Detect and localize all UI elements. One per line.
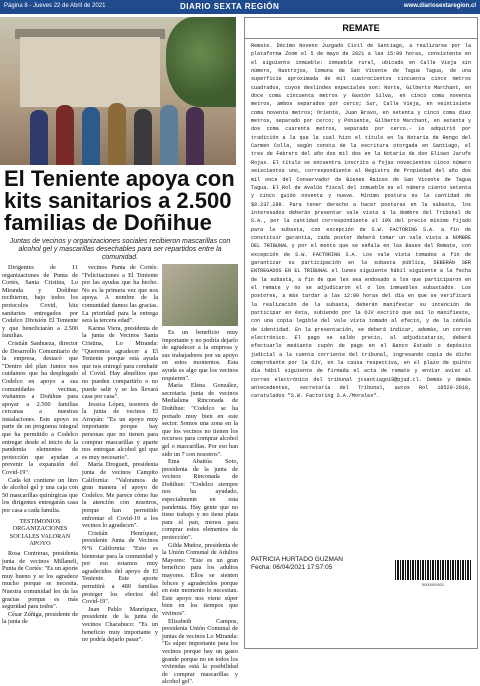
- paragraph: Elizabeth Campos, presidenta Unión Comunal de juntas de vecinos Lo Miranda: "Es súper importante para los vecinos porque hay un gasto grande porque no en todos los viviendas está la posibilidad de comprar mascarillas y alcohol gel".: [162, 617, 238, 686]
- page-header: [0, 0, 480, 14]
- paragraph: Cada kit contiene un litro de alcohol gel y una caja con 50 mascarillas quirúrgicas que los dirigentes entregarán casa por casa a cada familia.: [2, 476, 78, 514]
- paragraph: María Elena González, secretaria junta de vecinos Medialuna Rinconada de Doñihue: "Codelco se ha portado muy bien en este sector. Somos una zona en la que los vecinos no tienen los recursos para comprar alcohol gel o mascarillas. Por eso han sido un 7 con nosotros".: [162, 382, 238, 458]
- paragraph: vecinos Punta de Cortés: "Felicitaciones a El Teniente por las ayudas que ha hecho. No es la primera vez que nos apoya. A nombre de la comunidad damos las gracias. La prioridad para la entrega será la tercera edad".: [82, 264, 158, 325]
- remate-title: REMATE: [245, 18, 477, 39]
- barcode-image: [395, 560, 471, 580]
- paragraph: Juan Pablo Manríquez, presidente de la junta de vecinos Chacabuco: "Es un beneficio muy importante y no podría dejarlo pasar".: [82, 605, 158, 644]
- article-column-2: [82, 264, 158, 666]
- paragraph: Cristián Sanhueza, director de Desarrollo Comunitario de la empresa, destacó que "Dentro del plan Juntos nos cuidamos que ha desplegado Codelco en apoyo a sus comunidades vecinas, visitamos a Doñihue para apoyar a 2.500 familias cercanas a nuestras instalaciones. Este apoyo es parte de un programa integral que ha permitido a Codelco entregar desde el inicio de la pandemia elementos de protección que ayudan a prevenir la expansión del Covid-19".: [2, 339, 78, 477]
- paragraph: Jessica López, tesorera de la junta de vecinos El Arrayán: "Es un apoyo muy importante porque hay personas que no tienen para comprar mascarillas y aparte nos entregan alcohol gel que es muy necesario".: [82, 400, 158, 461]
- paragraph: María Droguett, presidenta junta de vecinos Campito California: "Valoramos de gran manera el apoyo de Codelco. Me parece cómo fue la atención con nosotros, porque han permitido enfrentar el Covid-19 a los vecinos lo agradecen".: [82, 461, 158, 530]
- column-photo: [162, 264, 238, 326]
- website-link[interactable]: www.diariosextaregion.cl: [403, 3, 476, 9]
- paragraph: Cristián Henríquez, presidente Junta de Vecinos N°6 California: "Esto es bienestar para la comunidad y por eso estamos muy agradecidos del apoyo de El Teniente. Este aporte permitirá a 480 familias proteger los efectos del Covid-19".: [82, 529, 158, 606]
- page-info: Página 8 - Jueves 22 de Abril de 2021: [4, 3, 106, 9]
- remate-notice: [244, 17, 478, 649]
- remate-body: Remate. Décimo Noveno Juzgado Civil de Santiago, a realizarse por la plataforma Zoom el 5 de mayo de 2021 a las 15:00 horas, consistente en el siguiente inmueble: inmueble rural, ubicado en Calle Vieja sin número, Rastrojos, Comuna de San Vicente de Tagua Tagua, de una superficie aproximada de mil cuatrocientos cincuenta cinco metros cuadrados, cuyos deslindes especiales son: Norte, Gilberto Marchant, en doce coma cincuenta metros y Gastón Silva, en cinco coma noventa metros, ambos separados por cerco; Sur, Calle Vieja, en veintisiete coma noventa metros; Oriente, Juan Bravo, en setenta y cinco coma diez metros, separado por cerco; y Poniente, Gilberto Marchant, en setenta y dos coma cuarenta metros, separado por cerco.- Lo adquirió por tradición a la que la cual hizo el título en la Notaría de Rengo del Carmen Colla, según consta de la escritura otorgada en Santiago, el tres de Febrero del año dos mil dos en la Notaría de don Eliseo Jarufe Rojas. El título se encuentra inscrito a fojas novecientos cinco número seiscientos uno, correspondiente al Registro de Propiedad del año dos mil once del Conservador de Bienes Raíces de San Vicente de Tagua Tagua. El Rol de Avalúo fiscal del inmueble es el número ciento setenta y cinco guión noventa y nueve. Mínimo postura es la cantidad de $9.237.289. Para tener derecho a hacer posturas en la subasta, los interesados deberán presentar vale vista a la Nombre del Tribunal de S.A., por la cantidad correspondiente al 10% del precio mínimo fijado para la subasta, con excepción de S.W. FACTORING S.A. a fin de constituir garantía, cada postor deberá tomar un vale vista a NOMBRE DEL TRIBUNAL y por el monto que se señala en las Bases del Remate, con excepción de S.W. FACTORING S.A. Los vale vista tomados a fin de garantizar su participación en la subasta pública, DEBERÁN SER ENTREGADOS EN EL TRIBUNAL el lunes siguiente hábil siguiente a la fecha de la subasta, a fin de que les sea endosado a los que participaron en el remate y no se adjudicaron el o los inmuebles subastados. Los postores, a más tardar a las 12:00 horas del día en que se verificará la realización de la subasta, deberán manifestar su intención de participar en ésta, subiendo por la OJV escrito que así lo manifieste, con una copia legible del vale vista tomado al efecto, y de la cédula de identidad. En la presentación, se deberá indicar, además, un correo electrónico. El pago se saldo precio, al adjudicatario, deberá efectuarlo mediante cupón de pago en el Banco Estado o depósito judicial a la cuenta corriente del tribunal, ingresando copia de dicho comprobante por la OJV, en la causa respectiva, en el plazo de quinto día hábil siguiente de firmada el acta de remate y enviar aviso al correo electrónico del tribunal jcsantiago19@pjud.cl. Demás y demás antecedentes, secretaría del Tribunal, autos Rol 18520-2018, caratulados "S.W. Factoring S.A./Morales".: [251, 43, 471, 400]
- paragraph: Gilda Muñoz, presidenta de la Unión Comunal de Adultos Mayores: "Este es un gran beneficio para los adultos mayores. Ellos se sienten felices y agradecidos porque en este momento lo necesitan. Este apoyo nos viene súper bien en los tiempos que vivimos".: [162, 541, 238, 617]
- article-column-1: [2, 264, 78, 666]
- signature-date: Fecha: 06/04/2021 17:57:05: [251, 564, 333, 571]
- paragraph: Ema Abaitúa Soto, presidenta de la junta de vecinos Rinconada de Doñihue: "Codelco siempre nos ha ayudado, especialmente en esta pandemia. Hay gente que no tiene trabajo y no tiene plata para el pan, menos para comprar estos elementos de protección".: [162, 458, 238, 542]
- article-column-3: [162, 264, 238, 686]
- paragraph: Dirigentes de 11 organizaciones de Punta de Cortés, Santa Cristina, Lo Miranda y Doñihue recibieron, bajo todos los protocolos Covid, kits sanitarios entregados por Codelco División El Teniente y que beneficiarán a 2.500 familias.: [2, 264, 78, 340]
- article-deck: Juntas de vecinos y organizaciones sociales recibieron mascarillas con alcohol gel y mascarillas desechables para ser repartidos entre la comunidad.: [9, 238, 231, 261]
- newspaper-name: DIARIO SEXTA REGIÓN: [180, 2, 280, 11]
- article-headline: El Teniente apoya con kits sanitarios a 2.500 familias de Doñihue: [4, 166, 235, 235]
- paragraph: Es un beneficio muy importante y no podría dejarlo de agradecer a la empresa y sus trabajadores por su apoyo en estos momentos. Esta ayuda es algo que los vecinos requieren".: [162, 329, 238, 382]
- paragraph: Karina Viera, presidenta de la junta de Vecinos Santa Cristina, Lo Miranda: "Queremos agradecer a El Teniente porque está ayuda que nos entregó para combatir el Covid. Hay abuelitos que no pueden compartirlo o no puede salir y se les llevará casa por casa".: [82, 324, 158, 401]
- barcode-number: 0000000001: [421, 582, 445, 587]
- paragraph: César Zúñiga, presidente de la junta de: [2, 610, 78, 626]
- paragraph: Rosa Contreras, presidenta junta de vecinos Millaneli, Punta de Cortés: "Es un aporte muy bueno y se los agradece mucho porque se necesita. Nuestra comunidad les da las gracias porque es más seguridad para todos".: [2, 549, 78, 611]
- signature-block: [251, 556, 411, 572]
- signature-name: PATRICIA HURTADO GUZMAN: [251, 556, 343, 563]
- article-body: [2, 264, 240, 686]
- section-heading: TESTIMONIOS ORGANIZACIONES SOCIALES VALORAN APOYO: [9, 517, 71, 548]
- article-photo: [0, 17, 236, 165]
